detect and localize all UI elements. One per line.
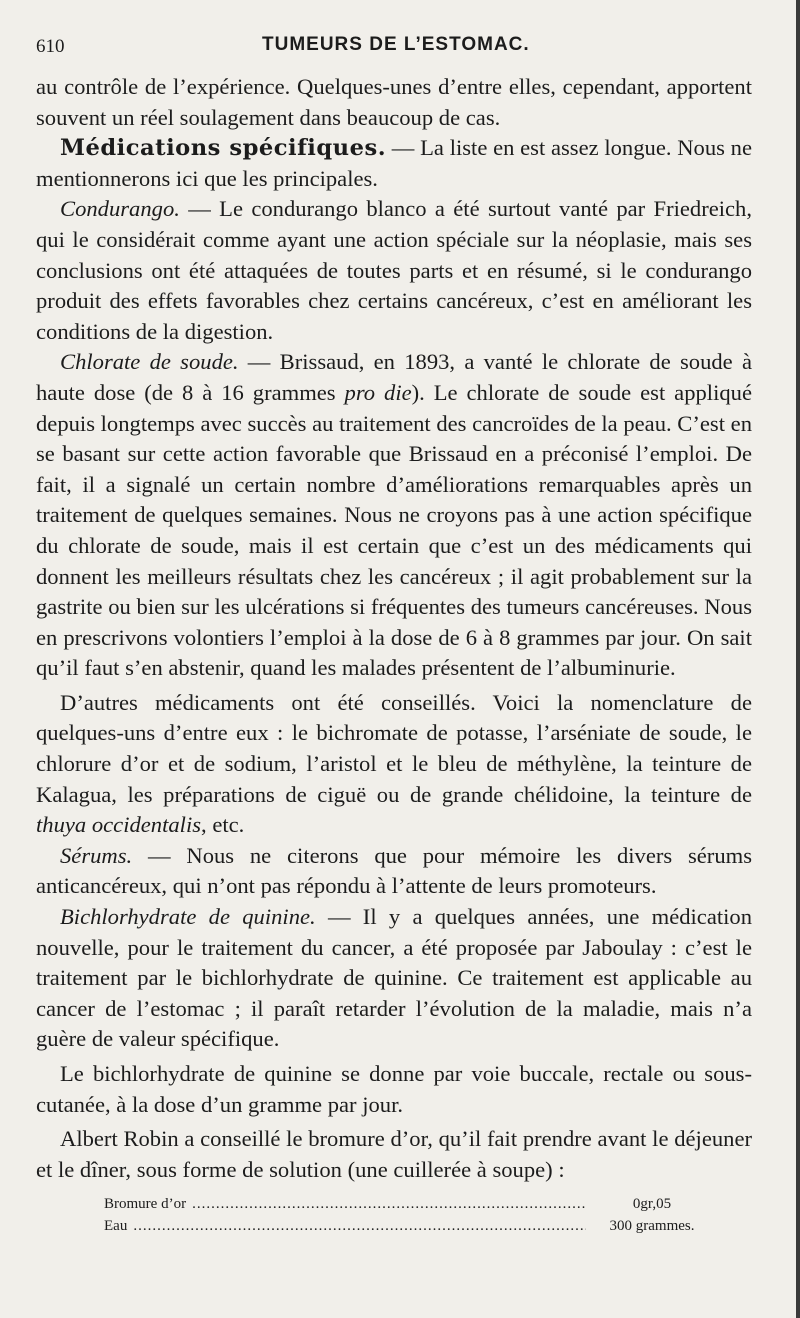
- italic-term: pro die: [344, 379, 412, 405]
- formula-quantity: 0gr,05: [632, 1196, 672, 1213]
- subsection-heading: Condurango.: [60, 196, 180, 222]
- paragraph-albert-robin: [36, 1124, 752, 1185]
- subsection-heading: Sérums.: [60, 842, 133, 868]
- formula-row: [36, 1215, 752, 1237]
- paragraph-text: au contrôle de l’expérience. Quelques-unes d’entre elles, cependant, apportent souvent un réel soulagement dans beaucoup de cas.: [36, 74, 752, 130]
- formula-ingredient: Eau: [104, 1218, 128, 1235]
- section-heading: Médications spécifiques.: [60, 135, 387, 162]
- paragraph-text: Albert Robin a conseillé le bromure d’or, qu’il fait prendre avant le déjeuner et le dîner, sous forme de solution (une cuillerée à soupe) :: [36, 1126, 752, 1182]
- formula-ingredient: Bromure d’or: [104, 1196, 187, 1213]
- paragraph-text: — Il y a quelques années, une médication nouvelle, pour le traitement du cancer, a été proposée par Jaboulay : c’est le traitement par le bichlorhydrate de quinine. Ce traitement est applicable au cancer de l’estomac ; il paraît retarder l’évolution de la maladie, mais n’a guère de valeur spécifique.: [36, 904, 753, 1052]
- subsection-heading: Bichlorhydrate de quinine.: [60, 904, 316, 930]
- paragraph-continuation: [36, 72, 752, 133]
- paragraph-condurango: [36, 194, 752, 347]
- paragraph-text: — Brissaud, en 1893, a vanté le chlorate de soude à haute dose (de 8 à 16 grammes: [36, 349, 752, 405]
- italic-term: thuya occidentalis: [36, 812, 202, 838]
- paragraph-text: ). Le chlorate de soude est appliqué depuis longtemps avec succès au traitement des cancroïdes de la peau. C’est en se basant sur cette action favorable que Brissaud en a préconisé l’emploi. De fait, il a signalé un certain nombre d’améliorations remarquables après un traitement de quelques semaines. Nous ne croyons pas à une action spécifique du chlorate de soude, mais il est certain que c’est un des médicaments qui donnent les meilleurs résultats chez les cancéreux ; il agit probablement sur la gastrite ou bien sur les ulcérations si fréquentes des tumeurs cancéreuses. Nous en prescrivons volontiers l’emploi à la dose de 6 à 8 grammes par jour. On sait qu’il faut s’en abstenir, quand les malades présentent de l’albuminurie.: [36, 379, 752, 681]
- paragraph-medications-specifiques: [36, 133, 752, 194]
- paragraph-dose-quinine: [36, 1059, 752, 1120]
- paragraph-autres-medicaments: [36, 688, 752, 841]
- dot-leader: [192, 1193, 586, 1215]
- paragraph-text: — Le condurango blanco a été surtout vanté par Friedreich, qui le considérait comme ayant une action spéciale sur la néoplasie, mais ses conclusions ont été attaquées de toutes parts et en résumé, si le condurango produit des effets favorables chez certains cancéreux, c’est en améliorant les conditions de la digestion.: [36, 196, 752, 344]
- paragraph-text: D’autres médicaments ont été conseillés. Voici la nomenclature de quelques-uns d’entre eux : le bichromate de potasse, l’arséniate de soude, le chlorure d’or et de sodium, l’aristol et le bleu de méthylène, la teinture de Kalagua, les préparations de ciguë ou de grande chélidoine, la teinture de: [36, 689, 752, 807]
- dot-leader: [133, 1215, 586, 1237]
- prescription-formula: [36, 1193, 752, 1237]
- subsection-heading: Chlorate de soude.: [60, 349, 239, 375]
- paragraph-text: , etc.: [201, 812, 245, 838]
- page-header: [36, 26, 752, 64]
- formula-row: [36, 1193, 752, 1215]
- paragraph-text: — Nous ne citerons que pour mémoire les divers sérums anticancéreux, qui n’ont pas répondu à l’attente de leurs promoteurs.: [36, 842, 752, 899]
- page-number: 610: [36, 36, 65, 57]
- paragraph-chlorate-de-soude: [36, 347, 752, 684]
- page-body: [36, 72, 752, 1237]
- paragraph-text: Le bichlorhydrate de quinine se donne par voie buccale, rectale ou sous-cutanée, à la dose d’un gramme par jour.: [36, 1061, 752, 1117]
- page-edge-shadow: [796, 0, 800, 1318]
- running-head: TUMEURS DE L’ESTOMAC.: [262, 34, 530, 55]
- paragraph-bichlorhydrate: [36, 902, 752, 1055]
- formula-quantity: 300 grammes.: [609, 1218, 695, 1235]
- paragraph-text: — La liste en est assez longue. Nous ne mentionnerons ici que les principales.: [36, 135, 752, 191]
- paragraph-serums: [36, 841, 752, 902]
